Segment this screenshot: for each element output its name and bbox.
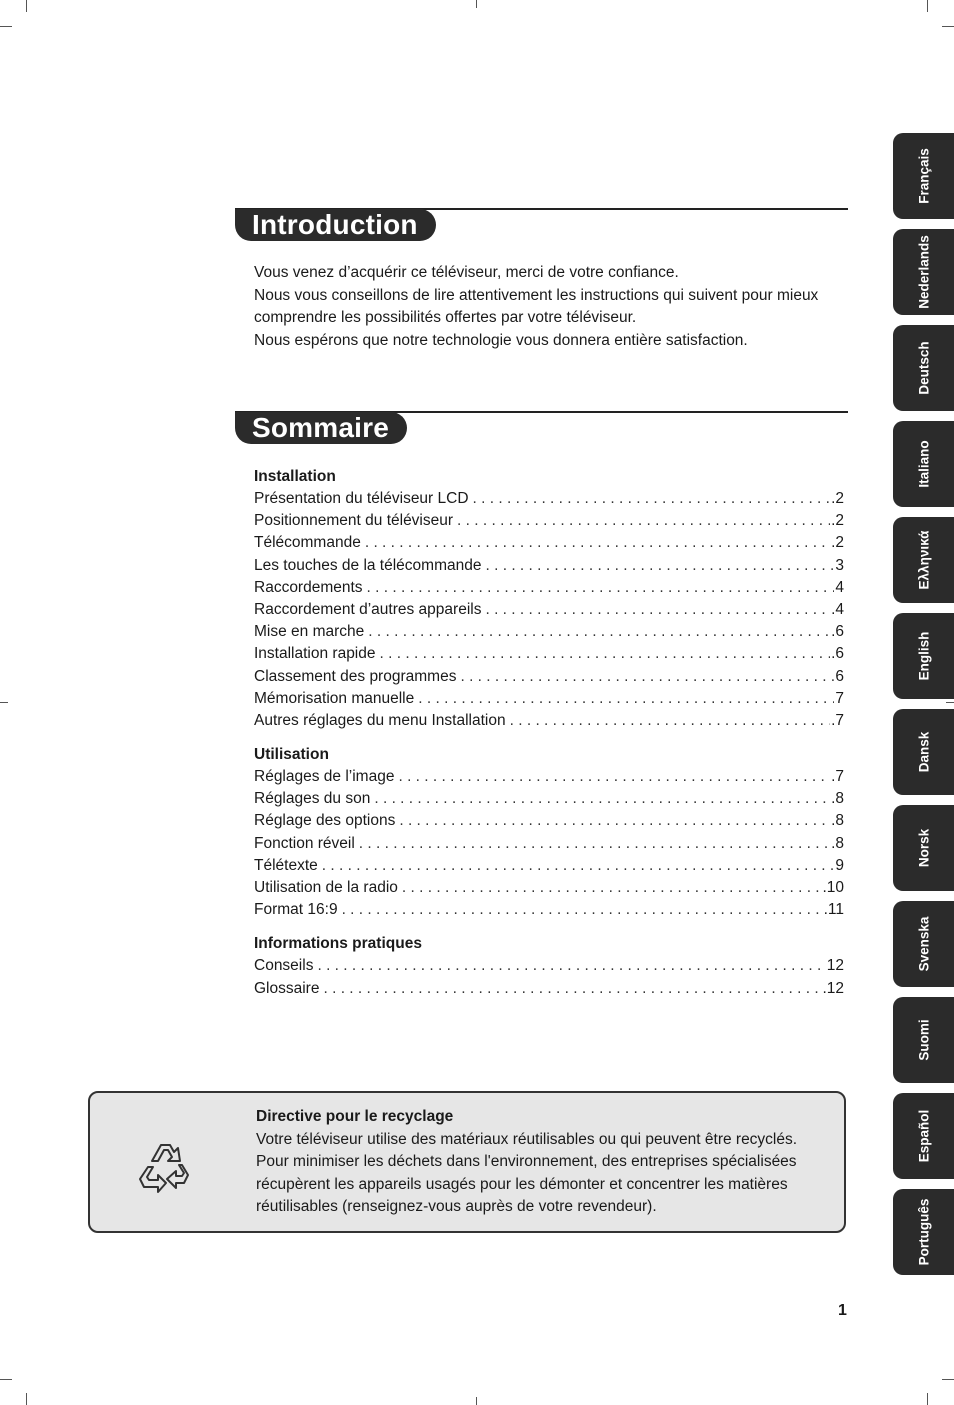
language-tab[interactable] xyxy=(893,421,954,507)
sommaire-title: Sommaire xyxy=(235,412,407,444)
toc-entry-label: Autres réglages du menu Installation xyxy=(254,711,506,729)
toc-entry xyxy=(254,710,844,732)
language-tab-label: Svenska xyxy=(916,916,931,972)
language-tab[interactable] xyxy=(893,1093,954,1179)
toc-leader-dots xyxy=(398,766,830,788)
language-tab[interactable] xyxy=(893,229,954,315)
toc-entry xyxy=(254,643,844,665)
toc-entry-page: .11 xyxy=(823,901,844,919)
toc-group xyxy=(254,466,844,732)
toc-entry-label: Réglages du son xyxy=(254,790,371,808)
toc-leader-dots xyxy=(374,788,830,810)
intro-line: Nous vous conseillons de lire attentivement les instructions qui suivent pour mieux comprendre les possibilités offertes par votre téléviseur. xyxy=(254,286,819,326)
page-number: 1 xyxy=(838,1302,847,1319)
toc-entry-label: Mise en marche xyxy=(254,623,365,641)
intro-line: Vous venez d’acquérir ce téléviseur, merci de votre confiance. xyxy=(254,264,679,281)
recycling-notice xyxy=(88,1091,846,1233)
toc-entry-label: Présentation du téléviseur LCD xyxy=(254,490,469,507)
toc-entry xyxy=(254,788,844,810)
toc-entry xyxy=(254,810,844,832)
toc-entry-label: Réglages de l’image xyxy=(254,768,395,786)
crop-mark xyxy=(942,26,954,27)
toc-leader-dots xyxy=(367,577,835,599)
toc-entry-label: Conseils xyxy=(254,957,314,975)
table-of-contents xyxy=(254,466,844,1012)
toc-group xyxy=(254,744,844,921)
crop-mark xyxy=(0,26,12,27)
toc-leader-dots xyxy=(368,621,830,643)
language-tab-label: English xyxy=(916,631,931,681)
toc-entry xyxy=(254,955,844,977)
toc-leader-dots xyxy=(418,688,834,710)
toc-entry-label: Réglage des options xyxy=(254,812,396,830)
toc-leader-dots xyxy=(317,955,825,977)
toc-entry-page: .8 xyxy=(831,834,844,852)
toc-entry-page: 9 xyxy=(835,856,844,874)
language-tab[interactable] xyxy=(893,133,954,219)
recycling-line: réutilisables (renseignez-vous auprès de votre revendeur). xyxy=(256,1198,657,1215)
toc-entry-page: 4 xyxy=(835,578,844,596)
recycling-line: Pour minimiser les déchets dans l'environnement, des entreprises spécialisées xyxy=(256,1153,797,1170)
introduction-text xyxy=(254,262,844,352)
recycling-line: récupèrent les appareils usagés pour les démonter et concentrer les matières xyxy=(256,1175,788,1193)
toc-entry-page: .7 xyxy=(831,768,844,786)
intro-line: Nous espérons que notre technologie vous donnera entière satisfaction. xyxy=(254,331,748,349)
language-tab[interactable] xyxy=(893,325,954,411)
introduction-header xyxy=(235,208,848,244)
toc-entry-page: 12 xyxy=(826,957,844,975)
toc-entry xyxy=(254,833,844,855)
toc-entry-label: Télétexte xyxy=(254,856,318,874)
toc-entry-label: Format 16:9 xyxy=(254,901,338,919)
toc-entry-page: .2 xyxy=(831,512,844,530)
toc-entry-page: .2 xyxy=(831,534,844,552)
toc-entry xyxy=(254,877,844,899)
toc-entry-page: .8 xyxy=(831,790,844,808)
toc-leader-dots xyxy=(399,810,830,832)
toc-entry-page: .4 xyxy=(831,600,844,618)
recycling-title: Directive pour le recyclage xyxy=(256,1108,454,1125)
toc-entry xyxy=(254,577,844,599)
toc-entry-label: Raccordement d’autres appareils xyxy=(254,600,482,618)
language-tab[interactable] xyxy=(893,901,954,987)
toc-group-title: Informations pratiques xyxy=(254,935,422,953)
introduction-title: Introduction xyxy=(235,209,436,241)
toc-entry xyxy=(254,555,844,577)
language-tab-label: Norsk xyxy=(916,828,931,868)
toc-entry-page: .6 xyxy=(831,623,844,641)
toc-leader-dots xyxy=(510,710,830,732)
crop-mark xyxy=(927,1393,928,1405)
recycling-text xyxy=(256,1106,841,1219)
crop-mark xyxy=(927,0,928,12)
toc-entry xyxy=(254,666,844,688)
toc-leader-dots xyxy=(359,833,830,855)
toc-entry xyxy=(254,766,844,788)
toc-entry-page: .7 xyxy=(831,711,844,729)
language-tab[interactable] xyxy=(893,517,954,603)
toc-entry-page: .8 xyxy=(831,812,844,830)
language-tab-label: Português xyxy=(916,1198,931,1266)
toc-leader-dots xyxy=(473,488,831,510)
toc-entry-page: 7 xyxy=(835,689,844,707)
toc-entry xyxy=(254,978,844,1000)
toc-group-title: Utilisation xyxy=(254,746,329,764)
language-tab[interactable] xyxy=(893,805,954,891)
toc-entry-page: 6 xyxy=(835,667,844,685)
crop-mark xyxy=(946,702,954,703)
language-tab[interactable] xyxy=(893,1189,954,1275)
toc-entry xyxy=(254,899,844,921)
toc-entry-label: Positionnement du téléviseur xyxy=(254,512,454,530)
toc-entry-label: Télécommande xyxy=(254,534,361,552)
crop-mark xyxy=(476,1397,477,1405)
toc-leader-dots xyxy=(485,555,834,577)
toc-leader-dots xyxy=(460,666,834,688)
toc-entry xyxy=(254,510,844,532)
sommaire-header xyxy=(235,411,848,447)
toc-entry-label: Mémorisation manuelle xyxy=(254,689,415,707)
toc-leader-dots xyxy=(457,510,830,532)
language-tab[interactable] xyxy=(893,709,954,795)
crop-mark xyxy=(0,1379,12,1380)
toc-entry-page: .12 xyxy=(822,979,844,997)
language-tab-label: Español xyxy=(916,1109,931,1163)
recycling-line: Votre téléviseur utilise des matériaux réutilisables ou qui peuvent être recyclés. xyxy=(256,1130,798,1148)
crop-mark xyxy=(942,1379,954,1380)
crop-mark xyxy=(26,1393,27,1405)
language-tab-label: Suomi xyxy=(916,1019,931,1061)
crop-mark xyxy=(0,702,8,703)
crop-mark xyxy=(476,0,477,8)
toc-entry xyxy=(254,621,844,643)
toc-entry-page: 3 xyxy=(835,556,844,574)
toc-entry-label: Fonction réveil xyxy=(254,834,355,852)
toc-entry-label: Glossaire xyxy=(254,979,320,997)
recycle-icon xyxy=(130,1131,200,1201)
toc-leader-dots xyxy=(323,978,821,1000)
language-tab-label: Nederlands xyxy=(916,235,931,309)
toc-entry-label: Raccordements xyxy=(254,578,363,596)
toc-leader-dots xyxy=(322,855,835,877)
toc-entry xyxy=(254,488,844,510)
toc-entry xyxy=(254,599,844,621)
language-tab-label: Deutsch xyxy=(916,341,931,395)
toc-entry-label: Installation rapide xyxy=(254,645,376,663)
toc-entry xyxy=(254,855,844,877)
toc-leader-dots xyxy=(380,643,831,665)
toc-entry xyxy=(254,532,844,554)
language-tab[interactable] xyxy=(893,613,954,699)
toc-leader-dots xyxy=(485,599,830,621)
toc-entry-label: Utilisation de la radio xyxy=(254,879,398,896)
language-tab[interactable] xyxy=(893,997,954,1083)
toc-entry-page: .10 xyxy=(822,879,844,896)
toc-entry-label: Classement des programmes xyxy=(254,667,457,685)
toc-entry-page: .2 xyxy=(831,490,844,507)
toc-entry xyxy=(254,688,844,710)
language-tab-label: Italiano xyxy=(916,440,931,488)
toc-group xyxy=(254,933,844,999)
language-tab-label: Dansk xyxy=(916,731,931,773)
toc-leader-dots xyxy=(365,532,830,554)
toc-leader-dots xyxy=(342,899,823,921)
toc-entry-label: Les touches de la télécommande xyxy=(254,556,482,574)
language-tab-label: Ελληνικά xyxy=(916,530,931,590)
language-tab-label: Français xyxy=(916,148,931,204)
toc-entry-page: .6 xyxy=(831,645,844,663)
toc-group-title: Installation xyxy=(254,468,336,485)
crop-mark xyxy=(26,0,27,12)
toc-leader-dots xyxy=(402,877,822,899)
